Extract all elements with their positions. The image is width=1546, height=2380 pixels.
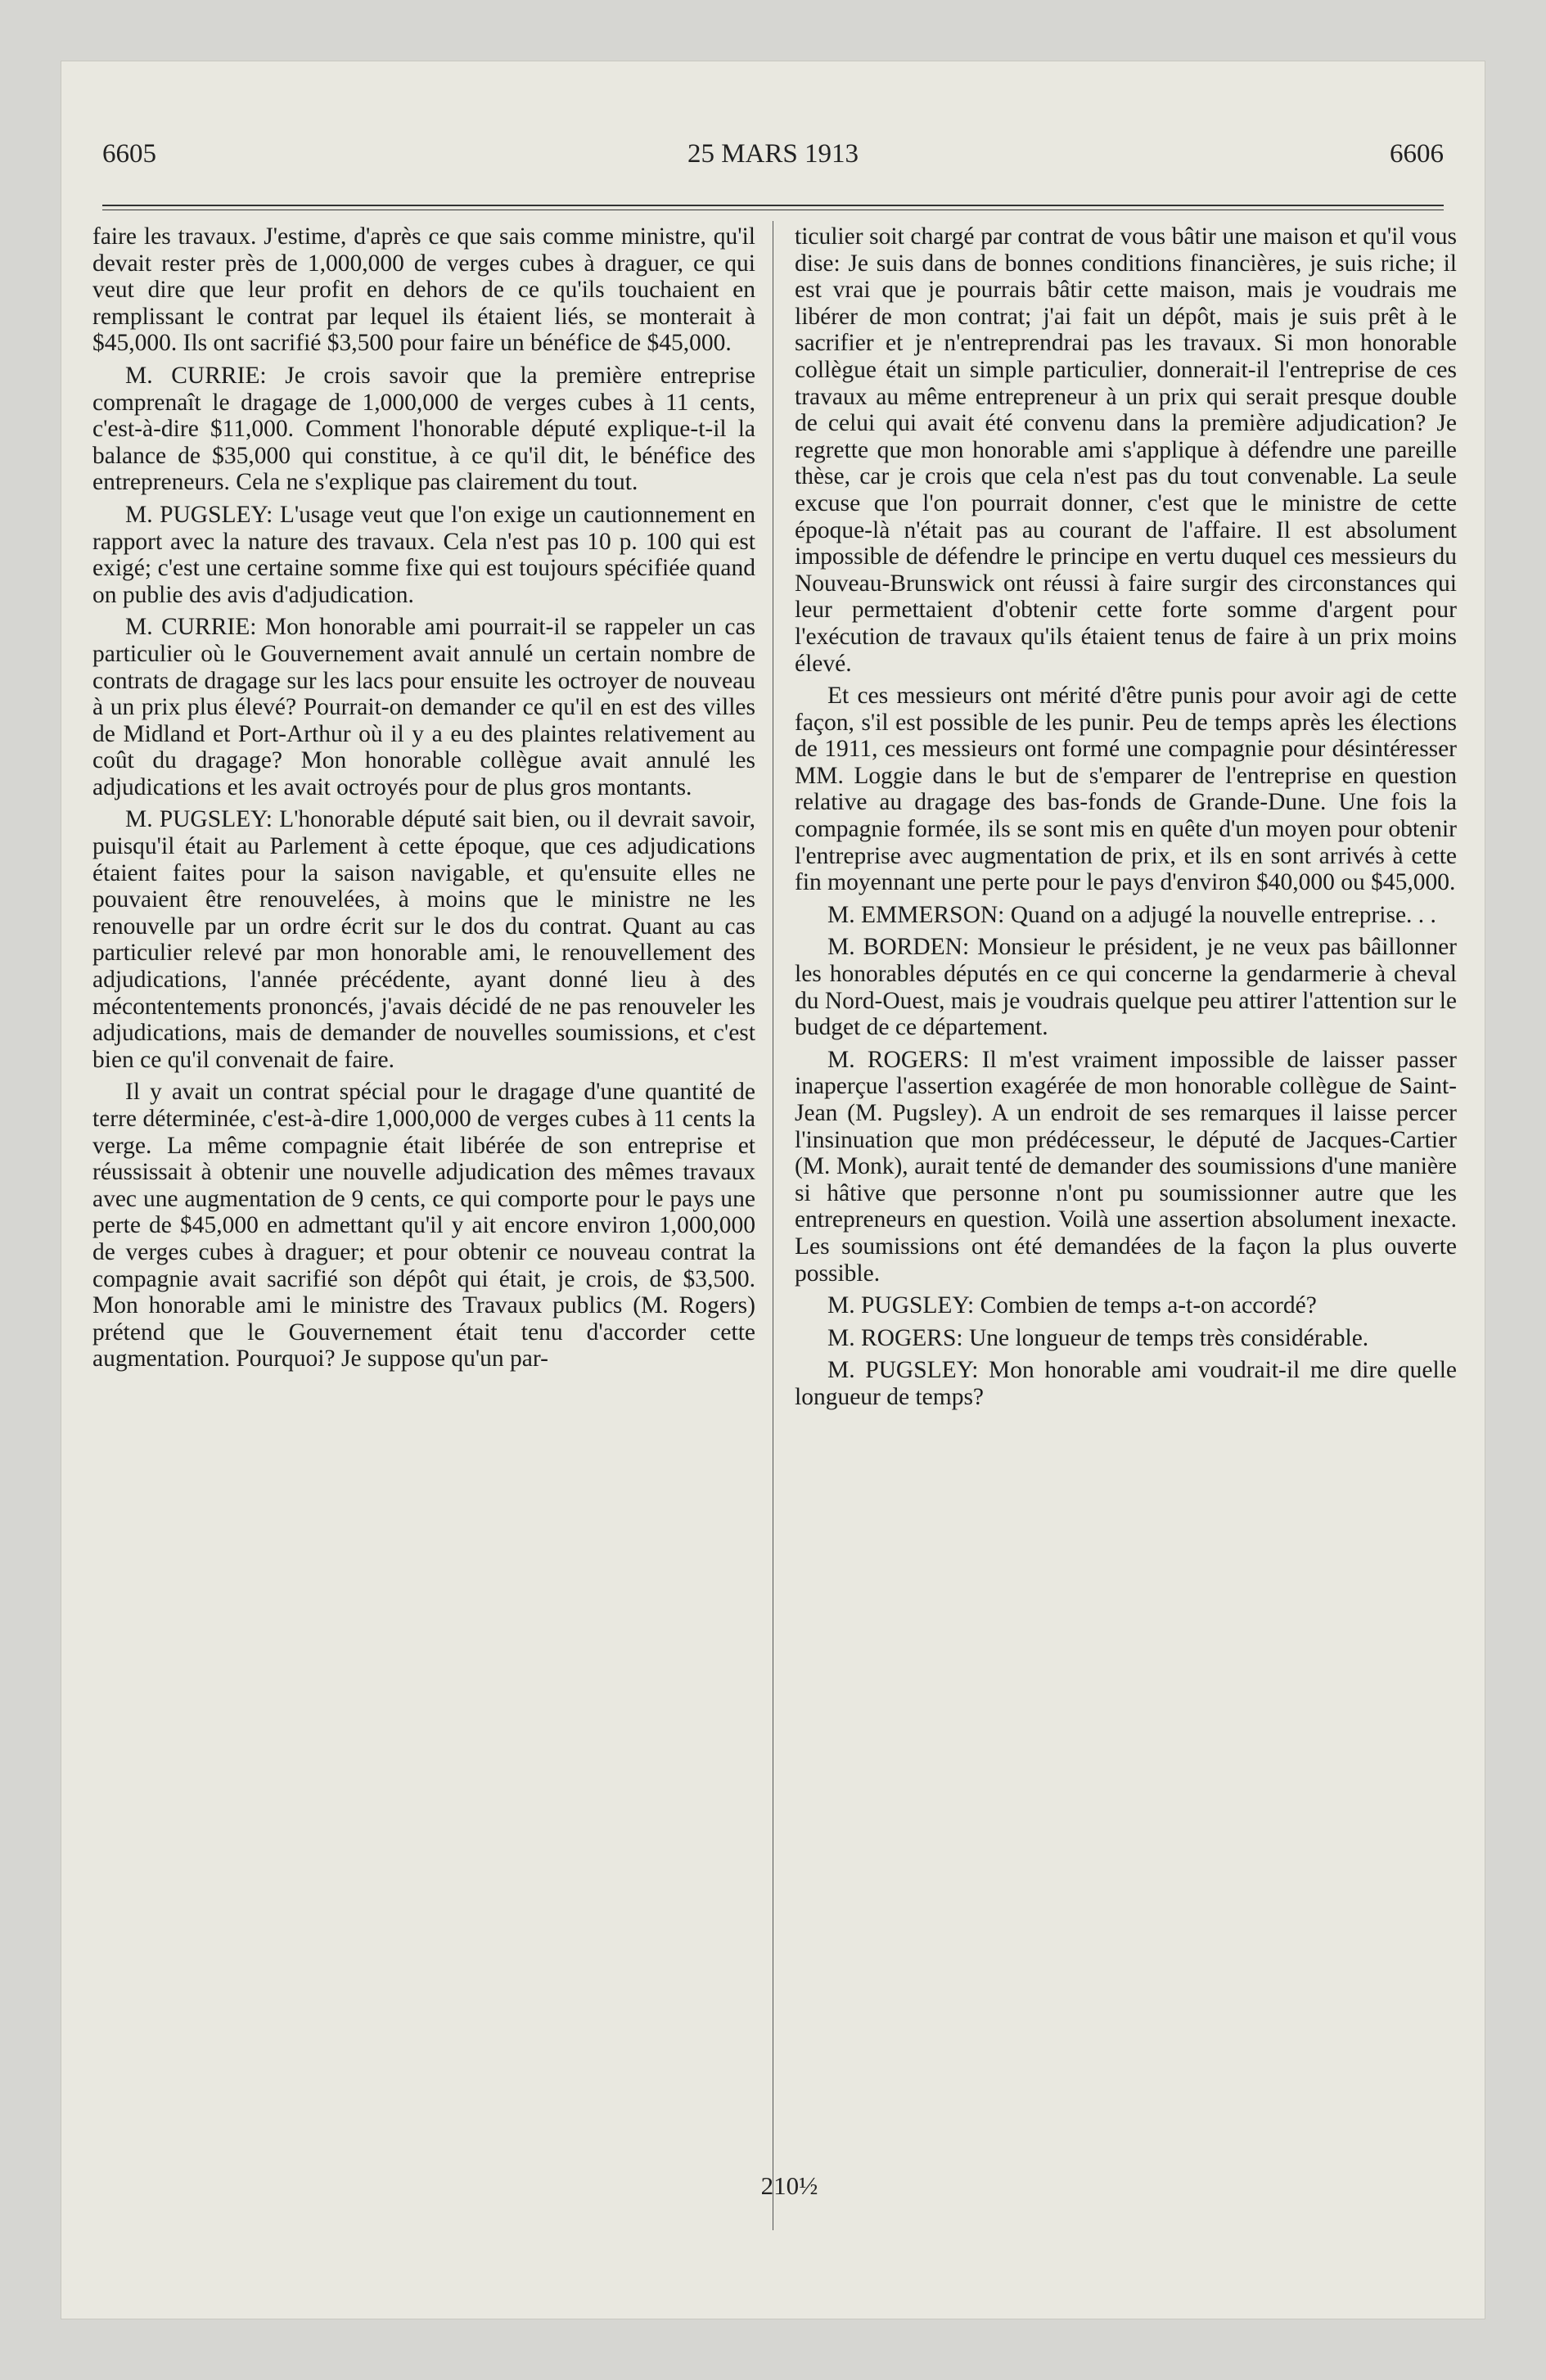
paragraph: M. CURRIE: Mon honorable ami pourrait-il se rappeler un cas particulier où le Gouvernement avait annulé un certain nombre de contrats de dragage sur les lacs pour ensuite les octroyer de nouveau à un prix plus élevé? Pourrait-on demander ce qu'il en est des villes de Midland et Port-Arthur où il y a eu des plaintes relativement au coût du dragage? Mon honorable collègue avait annulé les adjudications et les avait octroyés pour de plus gros montants. <box>92 614 755 800</box>
paragraph: M. BORDEN: Monsieur le président, je ne veux pas bâillonner les honorables députés en ce qui concerne la gendarmerie à cheval du Nord-Ouest, mais je voudrais quelque peu attirer l'attention sur le budget de ce département. <box>795 934 1457 1041</box>
scanned-page <box>61 61 1485 2319</box>
paragraph: ticulier soit chargé par contrat de vous bâtir une maison et qu'il vous dise: Je suis dans de bonnes conditions financières, je suis riche; il est vrai que je pourrais bâtir cette maison, mais je voudrais me libérer de mon contrat; j'ai fait un dépôt, mais je suis prêt à le sacrifier et je n'entreprendrai pas les travaux. Si mon honorable collègue était un simple particulier, donnerait-il l'entreprise de ces travaux au même entrepreneur à un prix qui serait presque double de celui qui avait été convenu dans la première adjudication? Je regrette que mon honorable ami s'applique à défendre une pareille thèse, car je crois que cela n'est pas du tout convenable. La seule excuse que l'on pourrait donner, c'est que le ministre de cette époque-là n'était pas au courant de l'affaire. Il est absolument impossible de défendre le principe en vertu duquel ces messieurs du Nouveau-Brunswick ont réussi à faire surgir des circonstances qui leur permettaient d'obtenir cette forte somme d'argent pour l'exécution de travaux qu'ils étaient tenus de faire à un prix moins élevé. <box>795 223 1457 677</box>
signature-mark: 210½ <box>760 2171 818 2200</box>
header-rule-thick <box>102 205 1444 206</box>
header-date: 25 MARS 1913 <box>687 139 859 169</box>
page-number-right: 6606 <box>1390 139 1444 169</box>
paragraph: Et ces messieurs ont mérité d'être punis pour avoir agi de cette façon, s'il est possible de les punir. Peu de temps après les élections de 1911, ces messieurs ont formé une compagnie pour désintéresser MM. Loggie dans le but de s'emparer de l'entreprise en question relative au dragage des bas-fonds de Grande-Dune. Une fois la compagnie formée, ils se sont mis en quête d'un moyen pour obtenir l'entreprise avec augmentation de prix, et ils en sont arrivés à cette fin moyennant une perte pour le pays d'environ $40,000 ou $45,000. <box>795 683 1457 896</box>
paragraph: Il y avait un contrat spécial pour le dragage d'une quantité de terre déterminée, c'est-à-dire 1,000,000 de verges cubes à 11 cents la verge. La même compagnie était libérée de son entreprise et réussissait à obtenir une nouvelle adjudication des mêmes travaux avec une augmentation de 9 cents, ce qui comporte pour le pays une perte de $45,000 en admettant qu'il y ait encore environ 1,000,000 de verges cubes à draguer; et pour obtenir ce nouveau contrat la compagnie avait sacrifié son dépôt qui était, je crois, de $3,500. Mon honorable ami le ministre des Travaux publics (M. Rogers) prétend que le Gouvernement était tenu d'accorder cette augmentation. Pourquoi? Je suppose qu'un par- <box>92 1079 755 1373</box>
paragraph: M. CURRIE: Je crois savoir que la première entreprise comprenaît le dragage de 1,000,000 de verges cubes à 11 cents, c'est-à-dire $11,000. Comment l'honorable député explique-t-il la balance de $35,000 qui constitue, à ce qu'il dit, le bénéfice des entrepreneurs. Cela ne s'explique pas clairement du tout. <box>92 362 755 496</box>
paragraph: M. ROGERS: Il m'est vraiment impossible de laisser passer inaperçue l'assertion exagérée de mon honorable collègue de Saint-Jean (M. Pugsley). A un endroit de ses remarques il laisse percer l'insinuation que mon prédécesseur, le député de Jacques-Cartier (M. Monk), aurait tenté de demander des soumissions d'une manière si hâtive que personne n'ont pu soumissionner autre que les entrepreneurs en question. Voilà une assertion absolument inexacte. Les soumissions ont été demandées de la façon la plus ouverte possible. <box>795 1046 1457 1287</box>
paragraph: faire les travaux. J'estime, d'après ce que sais comme ministre, qu'il devait rester près de 1,000,000 de verges cubes à draguer, ce qui veut dire que leur profit en dehors de ce qu'ils touchaient en remplissant le contrat par lequel ils étaient liés, se monterait à $45,000. Ils ont sacrifié $3,500 pour faire un bénéfice de $45,000. <box>92 223 755 357</box>
page-number-left: 6605 <box>102 139 156 169</box>
paragraph: M. PUGSLEY: L'honorable député sait bien, ou il devrait savoir, puisqu'il était au Parlement à cette époque, que ces adjudications étaient faites pour la saison navigable, et qu'ensuite elles ne pouvaient être renouvelées, à moins que le ministre ne les renouvelle par un ordre écrit sur le dos du contrat. Quant au cas particulier relevé par mon honorable ami, le renouvellement des adjudications, l'année précédente, ayant donné lieu à des mécontentements prononcés, j'avais décidé de ne pas renouveler les adjudications, mais de demander de nouvelles soumissions, et c'est bien ce qu'il convenait de faire. <box>92 806 755 1073</box>
paragraph: M. PUGSLEY: Mon honorable ami voudrait-il me dire quelle longueur de temps? <box>795 1357 1457 1410</box>
paragraph: M. PUGSLEY: Combien de temps a-t-on accordé? <box>827 1292 1317 1319</box>
page-header <box>102 139 1444 188</box>
paragraph: M. ROGERS: Une longueur de temps très considérable. <box>827 1324 1369 1351</box>
paragraph: M. PUGSLEY: L'usage veut que l'on exige un cautionnement en rapport avec la nature des travaux. Cela n'est pas 10 p. 100 qui est exigé; c'est une certaine somme fixe qui est toujours spécifiée quand on publie des avis d'adjudication. <box>92 501 755 608</box>
paragraph: M. EMMERSON: Quand on a adjugé la nouvelle entreprise. . . <box>827 901 1436 928</box>
right-column <box>795 223 1457 1417</box>
left-column <box>92 223 755 1378</box>
